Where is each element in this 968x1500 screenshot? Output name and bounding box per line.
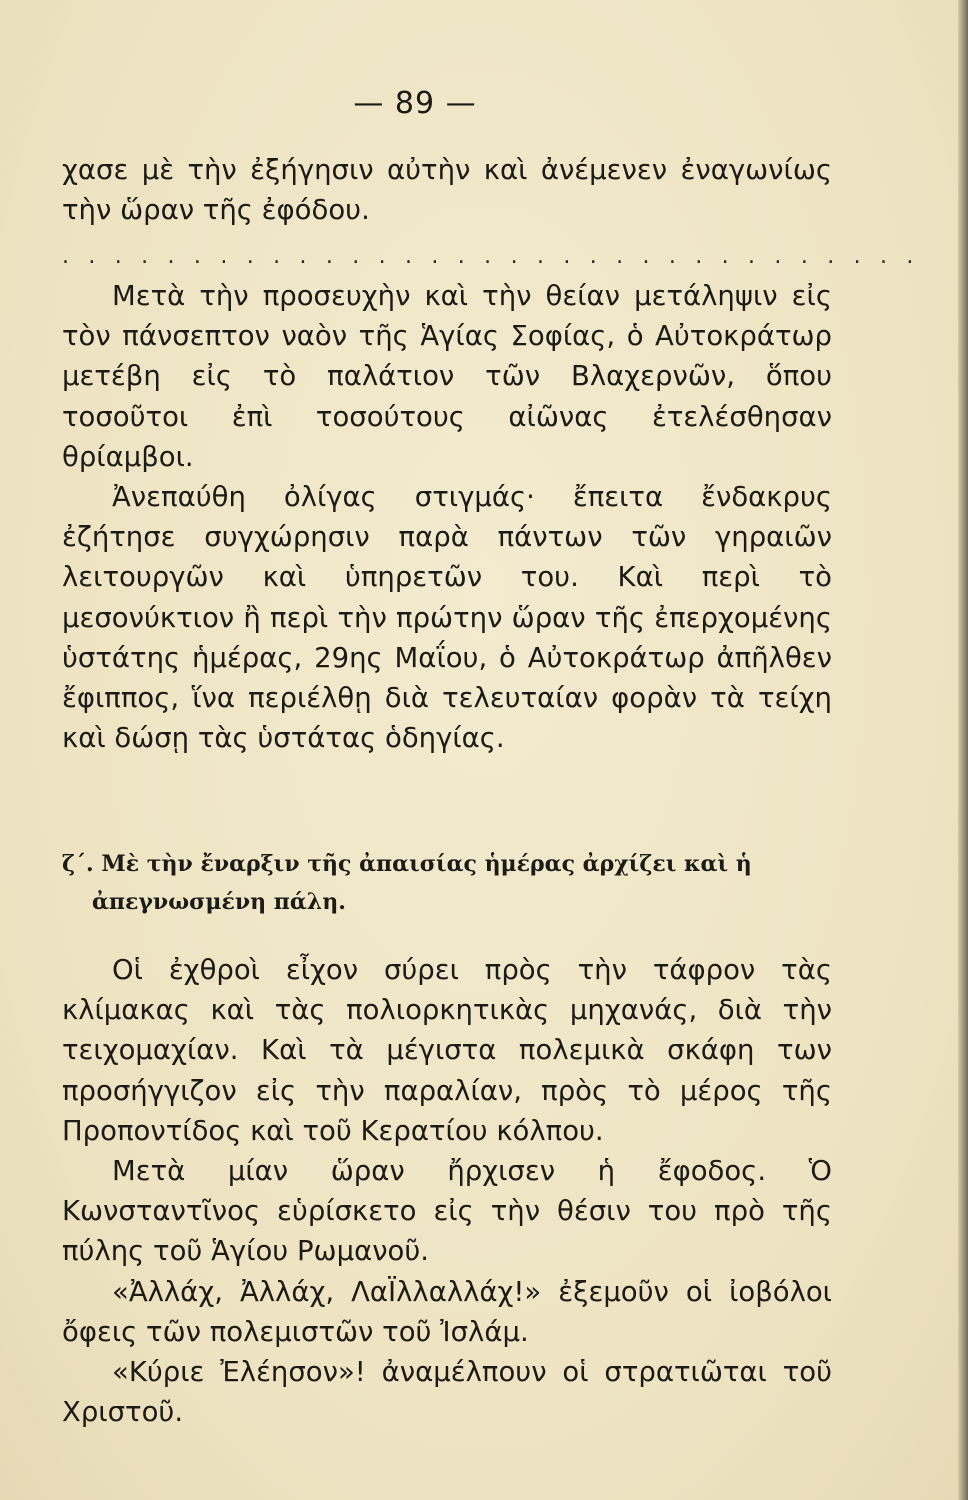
- paragraph-assault: Μετὰ μίαν ὥραν ἤρχισεν ἡ ἔφοδος. Ὁ Κωνσταντῖνος εὑρίσκετο εἰς τὴν θέσιν του πρὸ τῆς πύλης τοῦ Ἁγίου Ρωμανοῦ.: [62, 1155, 832, 1268]
- paragraph-kyrie-eleison: «Κύριε Ἐλέησον»! ἀναμέλπουν οἱ στρατιῶται τοῦ Χριστοῦ.: [62, 1356, 832, 1429]
- page-number: — 89 —: [353, 86, 477, 121]
- ellipsis-separator: . . . . . . . . . . . . . . . . . . . . . . . . . . . . . . . . .: [62, 244, 920, 269]
- paragraph-siege-engines: Οἱ ἐχθροὶ εἶχον σύρει πρὸς τὴν τάφρον τὰς κλίμακας καὶ τὰς πολιορκητικὰς μηχανάς, διὰ τὴν τειχομαχίαν. Καὶ τὰ μέγιστα πολεμικὰ σκάφη των προσήγγιζον εἰς τὴν παραλίαν, πρὸς τὸ μέρος τῆς Προποντίδος καὶ τοῦ Κερατίου κόλπου.: [62, 954, 832, 1147]
- text-block-top: [62, 150, 832, 230]
- paragraph-continuation: χασε μὲ τὴν ἐξήγησιν αὐτὴν καὶ ἀνέμενεν ἐναγωνίως τὴν ὥραν τῆς ἐφόδου.: [62, 154, 832, 227]
- paragraph-last-night: Ἀνεπαύθη ὀλίγας στιγμάς· ἔπειτα ἔνδακρυς ἐζήτησε συγχώρησιν παρὰ πάντων τῶν γηραιῶν λειτουργῶν καὶ ὑπηρετῶν του. Καὶ περὶ τὸ μεσονύκτιον ἢ περὶ τὴν πρώτην ὥραν τῆς ἐπερχομένης ὑστάτης ἡμέρας, 29ης Μαΐου, ὁ Αὐτοκράτωρ ἀπῆλθεν ἔφιππος, ἵνα περιέλθῃ διὰ τελευταίαν φορὰν τὰ τείχη καὶ δώσῃ τὰς ὑστάτας ὁδηγίας.: [62, 481, 832, 755]
- paragraph-allah-cry: «Ἀλλάχ, Ἀλλάχ, ΛαΪλλαλλάχ!» ἐξεμοῦν οἱ ἰοβόλοι ὄφεις τῶν πολεμιστῶν τοῦ Ἰσλάμ.: [62, 1275, 832, 1348]
- section-heading-line-1: ζ΄. Μὲ τὴν ἔναρξιν τῆς ἀπαισίας ἡμέρας ἀρχίζει καὶ ἡ: [62, 851, 752, 877]
- section-heading-line-2: ἀπεγνωσμένη πάλη.: [92, 889, 346, 915]
- section-heading: [62, 845, 842, 921]
- paragraph-liturgy: Μετὰ τὴν προσευχὴν καὶ τὴν θείαν μετάληψιν εἰς τὸν πάνσεπτον ναὸν τῆς Ἁγίας Σοφίας, ὁ Αὐτοκράτωρ μετέβη εἰς τὸ παλάτιον τῶν Βλαχερνῶν, ὅπου τοσοῦτοι ἐπὶ τοσούτους αἰῶνας ἐτελέσθησαν θρίαμβοι.: [62, 280, 832, 473]
- page-edge-shadow: [958, 0, 968, 1500]
- text-block-bottom: [62, 950, 832, 1432]
- text-block-middle: [62, 276, 832, 758]
